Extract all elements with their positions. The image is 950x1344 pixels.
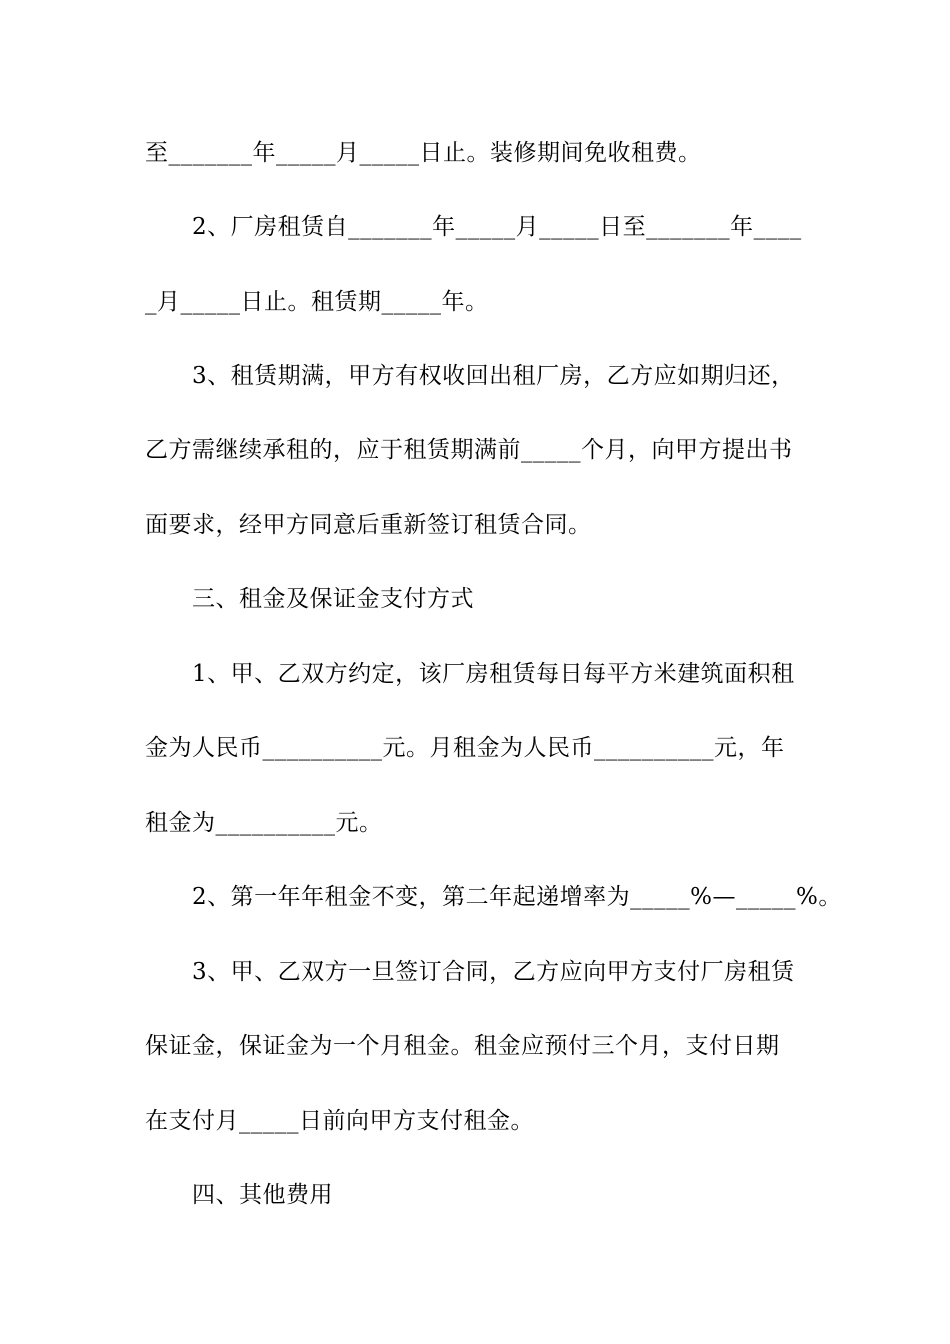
- line-5: 乙方需继续承租的，应于租赁期满前_____个月，向甲方提出书: [145, 437, 793, 463]
- line-13: 保证金，保证金为一个月租金。租金应预付三个月，支付日期: [145, 1033, 780, 1059]
- line-9: 金为人民币__________元。月租金为人民币__________元，年: [145, 735, 785, 761]
- line-12: 3、甲、乙双方一旦签订合同，乙方应向甲方支付厂房租赁: [192, 959, 795, 985]
- section-heading-rent: 三、租金及保证金支付方式: [192, 586, 474, 612]
- line-1: 至_______年_____月_____日止。装修期间免收租费。: [145, 140, 702, 166]
- line-3: _月_____日止。租赁期_____年。: [145, 289, 489, 315]
- line-11: 2、第一年年租金不变，第二年起递增率为_____%—_____%。: [192, 884, 842, 910]
- line-2: 2、厂房租赁自_______年_____月_____日至_______年____: [192, 214, 802, 240]
- line-6: 面要求，经甲方同意后重新签订租赁合同。: [145, 512, 592, 538]
- section-heading-other-fees: 四、其他费用: [192, 1182, 333, 1208]
- line-8: 1、甲、乙双方约定，该厂房租赁每日每平方米建筑面积租: [192, 661, 795, 687]
- line-14: 在支付月_____日前向甲方支付租金。: [145, 1108, 534, 1134]
- line-10: 租金为__________元。: [145, 810, 383, 836]
- line-4: 3、租赁期满，甲方有权收回出租厂房，乙方应如期归还，: [192, 363, 795, 389]
